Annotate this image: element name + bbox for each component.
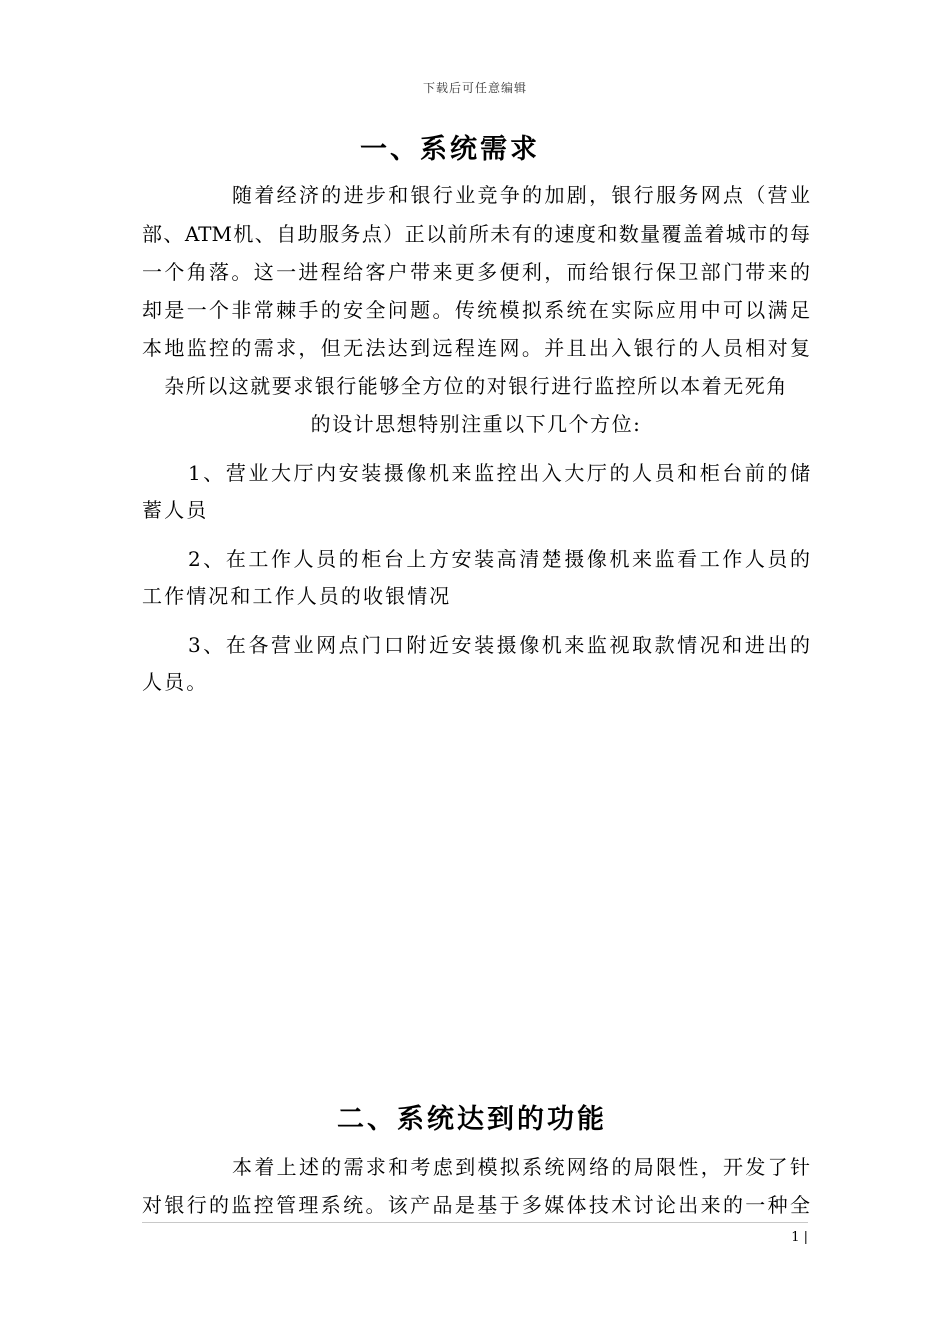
section-2-heading: 二、系统达到的功能 bbox=[337, 1104, 607, 1135]
page-number: 1 | bbox=[791, 1230, 808, 1245]
paragraph-line: 随着经济的进步和银行业竞争的加剧，银行服务网点（营业 bbox=[232, 183, 810, 207]
paragraph-line: 本着上述的需求和考虑到模拟系统网络的局限性，开发了针 bbox=[232, 1155, 810, 1179]
list-item-line: 人员。 bbox=[142, 670, 209, 694]
paragraph-line: 杂所以这就要求银行能够全方位的对银行进行监控所以本着无死角 bbox=[164, 374, 788, 398]
paragraph-line: 本地监控的需求，但无法达到远程连网。并且出入银行的人员相对复 bbox=[142, 336, 810, 360]
section-1-heading: 一、系统需求 bbox=[360, 134, 540, 165]
list-item-line: 2、在工作人员的柜台上方安装高清楚摄像机来监看工作人员的 bbox=[188, 547, 810, 571]
paragraph-line: 的设计思想特别注重以下几个方位: bbox=[310, 412, 642, 436]
footer-rule bbox=[142, 1222, 808, 1223]
page-header: 下载后可任意编辑 bbox=[422, 81, 527, 95]
paragraph-line: 却是一个非常棘手的安全问题。传统模拟系统在实际应用中可以满足 bbox=[142, 298, 810, 322]
paragraph-line: 部、ATM机、自助服务点）正以前所未有的速度和数量覆盖着城市的每 bbox=[142, 222, 810, 246]
paragraph-line: 一个角落。这一进程给客户带来更多便利，而给银行保卫部门带来的 bbox=[142, 260, 810, 284]
list-item-line: 蓄人员 bbox=[142, 498, 209, 522]
paragraph-line: 对银行的监控管理系统。该产品是基于多媒体技术讨论出来的一种全 bbox=[142, 1193, 810, 1217]
list-item-line: 1、营业大厅内安装摄像机来监控出入大厅的人员和柜台前的储 bbox=[188, 461, 810, 485]
list-item-line: 3、在各营业网点门口附近安装摄像机来监视取款情况和进出的 bbox=[188, 633, 810, 657]
list-item-line: 工作情况和工作人员的收银情况 bbox=[142, 584, 452, 608]
